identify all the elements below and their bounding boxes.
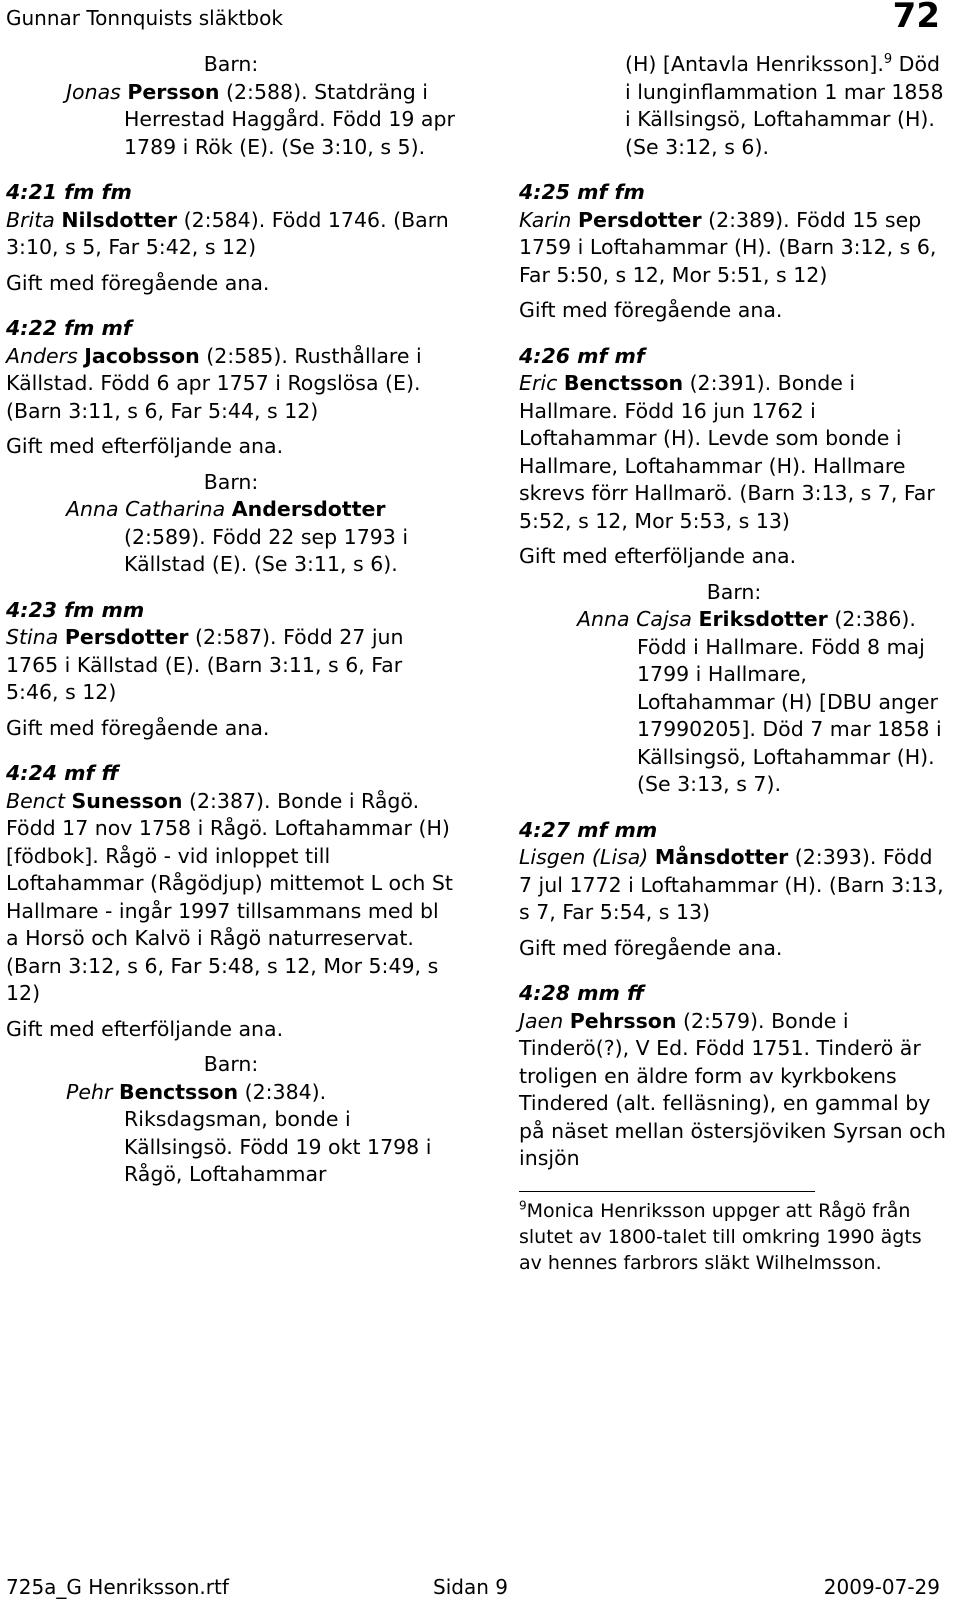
ancestor-entry: Brita Nilsdotter (2:584). Född 1746. (Barn 3:10, s 5, Far 5:42, s 12): [6, 207, 449, 259]
ancestor-heading: 4:22 fm mf: [6, 316, 132, 340]
footer-filename: 725a_G Henriksson.rtf: [6, 1575, 229, 1599]
marriage-note: Gift med efterföljande ana.: [519, 544, 797, 568]
barn-label: Barn:: [203, 52, 259, 76]
marriage-note: Gift med föregående ana.: [519, 298, 783, 322]
child-entry-continued: (H) [Antavla Henriksson].$^9$ Död i lunginflammation 1 mar 1858 i Källsingsö, Loftahammar (H). (Se 3:12, s 6).: [625, 52, 944, 159]
marriage-note: Gift med föregående ana.: [6, 270, 270, 295]
ancestor-heading: 4:25 mf fm: [519, 180, 645, 204]
footnote-divider: [519, 1191, 815, 1192]
ancestor-entry: Karin Persdotter (2:389). Född 15 sep 1759 i Loftahammar (H). (Barn 3:12, s 6, Far 5:50, s 12, Mor 5:51, s 12): [519, 207, 937, 287]
ancestor-heading: 4:21 fm fm: [6, 180, 132, 204]
footnote-ref: 9: [883, 52, 893, 68]
barn-label: Barn:: [203, 469, 259, 494]
footnote: $^9$Monica Henriksson uppger att Rågö från slutet av 1800-talet till omkring 1990 ägts av hennes farbrors släkt Wilhelmsson.: [519, 1198, 922, 1274]
ancestor-entry: Stina Persdotter (2:587). Född 27 jun 1765 i Källstad (E). (Barn 3:11, s 6, Far 5:46, s 12): [6, 625, 404, 704]
child-entry: Anna Cajsa Eriksdotter (2:386). Född i Hallmare. Född 8 maj 1799 i Hallmare, Loftahammar (H) [DBU anger 17990205]. Död 7 mar 1858 i Källsingsö, Loftahammar (H). (Se 3:13, s 7).: [577, 607, 942, 796]
marriage-note: Gift med efterföljande ana.: [6, 434, 284, 458]
ancestor-entry: Anders Jacobsson (2:585). Rusthållare i Källstad. Född 6 apr 1757 i Rogslösa (E). (Barn 3:11, s 6, Far 5:44, s 12): [6, 343, 422, 423]
child-entry: Pehr Benctsson (2:384). Riksdagsman, bonde i Källsingsö. Född 19 okt 1798 i Rågö, Loftahammar: [66, 1079, 432, 1186]
ancestor-entry: Jaen Pehrsson (2:579). Bonde i Tinderö(?), V Ed. Född 1751. Tinderö är troligen en äldre form av kyrkbokens Tindered (alt. felläsning), en gammal by på näset mellan östersjöviken Syrsan och insjön: [519, 1008, 946, 1170]
ancestor-heading: 4:28 mm ff: [519, 981, 645, 1005]
marriage-note: Gift med efterföljande ana.: [6, 1016, 284, 1041]
footer-date: 2009-07-29: [823, 1575, 940, 1599]
ancestor-heading: 4:24 mf ff: [6, 761, 119, 785]
ancestor-entry: Eric Benctsson (2:391). Bonde i Hallmare. Född 16 jun 1762 i Loftahammar (H). Levde som bonde i Hallmare, Loftahammar (H). Hallmare skrevs förr Hallmarö. (Barn 3:13, s 7, Far 5:52, s 12, Mor 5:53, s 13): [519, 371, 935, 533]
page-number: 72: [892, 0, 940, 36]
ancestor-heading: 4:23 fm mm: [6, 597, 145, 622]
child-entry: Anna Catharina Andersdotter (2:589). Född 22 sep 1793 i Källstad (E). (Se 3:11, s 6).: [66, 497, 409, 576]
footer-page: Sidan 9: [433, 1575, 508, 1599]
ancestor-entry: Benct Sunesson (2:387). Bonde i Rågö. Född 17 nov 1758 i Rågö. Loftahammar (H) [födbok]. Rågö - vid inloppet till Loftahammar (Rågödjup) mittemot L och St Hallmare - ingår 1997 tillsammans med bl a Horsö och Kalvö i Rågö naturreservat. (Barn 3:12, s 6, Far 5:48, s 12, Mor 5:49, s 12): [6, 788, 453, 1005]
ancestor-heading: 4:27 mf mm: [519, 817, 658, 842]
marriage-note: Gift med föregående ana.: [6, 715, 270, 740]
left-column: [6, 51, 456, 1189]
barn-label: Barn:: [203, 1052, 259, 1076]
child-entry: Jonas Persson (2:588). Statdräng i Herrestad Haggård. Född 19 apr 1789 i Rök (E). (Se 3:10, s 5).: [66, 79, 455, 159]
right-column: [519, 51, 949, 1276]
barn-label: Barn:: [706, 579, 762, 604]
ancestor-entry: Lisgen (Lisa) Månsdotter (2:393). Född 7 jul 1772 i Loftahammar (H). (Barn 3:13, s 7, Far 5:54, s 13): [519, 845, 944, 924]
marriage-note: Gift med föregående ana.: [519, 935, 783, 960]
book-title: Gunnar Tonnquists släktbok: [6, 6, 283, 30]
ancestor-heading: 4:26 mf mf: [519, 343, 645, 368]
